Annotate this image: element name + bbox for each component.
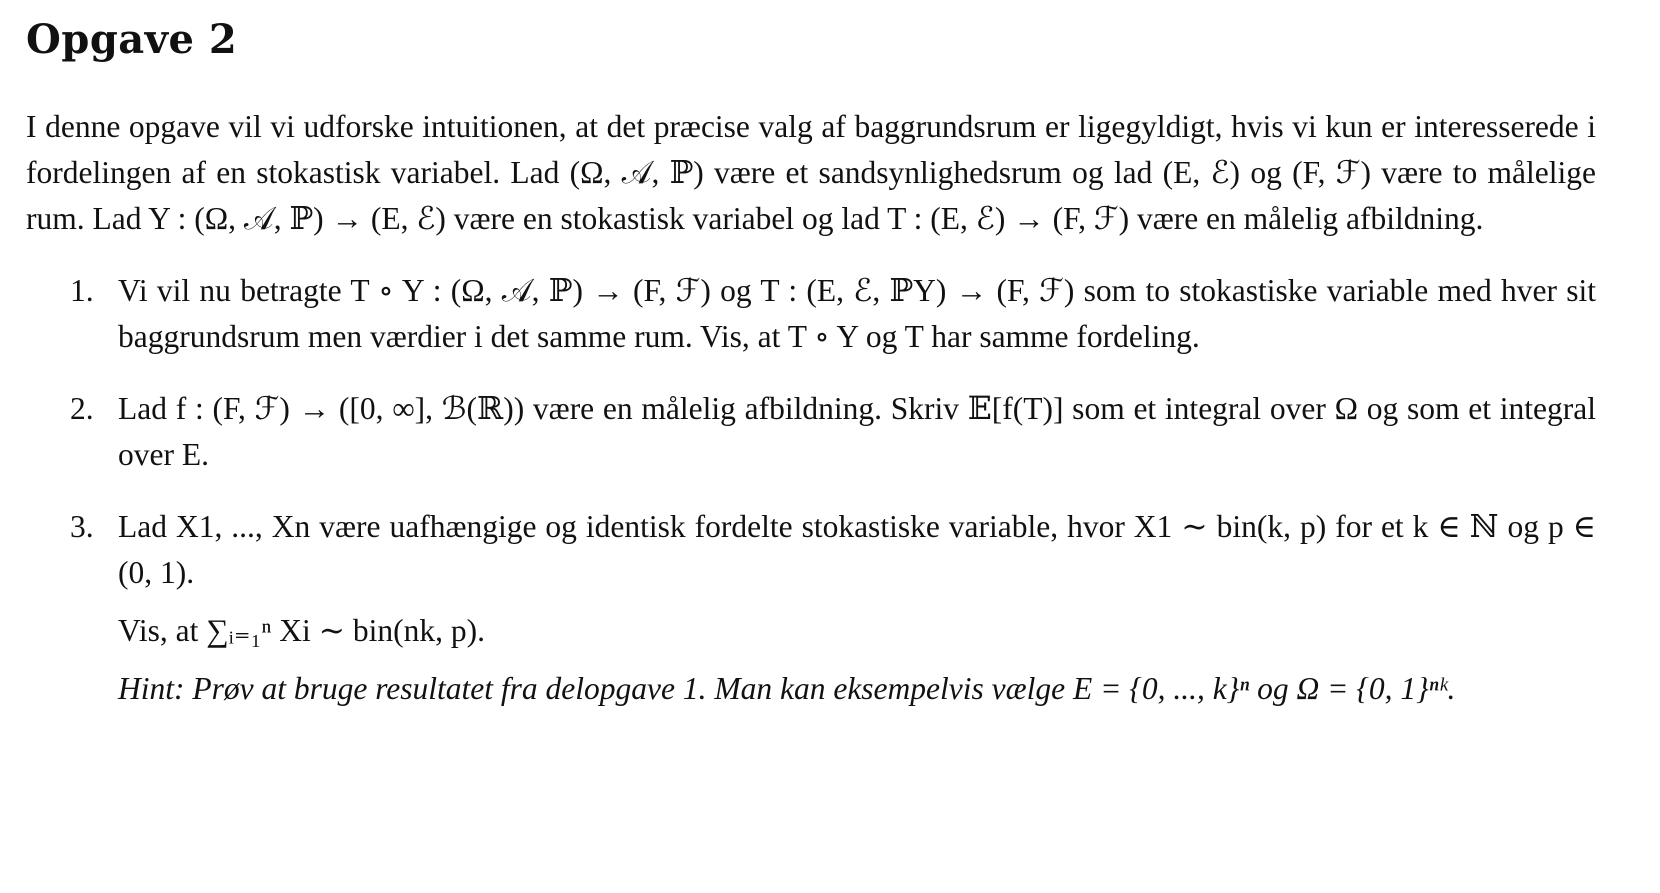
subtask-hint: Hint: Prøv at bruge resultatet fra delopgave 1. Man kan eksempelvis vælge E = {0, ..., k}ⁿ og Ω = {0, 1}ⁿᵏ. — [118, 671, 1456, 706]
subtask-item-2 — [26, 386, 1596, 478]
subtask-number: 2. — [70, 391, 94, 426]
subtask-list — [26, 268, 1596, 712]
subtask-item-1 — [26, 268, 1596, 360]
subtask-number: 3. — [70, 509, 94, 544]
subtask-item-3 — [26, 504, 1596, 712]
exercise-heading: Opgave 2 — [26, 16, 238, 63]
subtask-text: Lad X1, ..., Xn være uafhængige og identisk fordelte stokastiske variable, hvor X1 ∼ bin(k, p) for et k ∈ ℕ og p ∈ (0, 1). — [118, 509, 1596, 590]
intro-paragraph: I denne opgave vil vi udforske intuitionen, at det præcise valg af baggrundsrum er ligegyldigt, hvis vi kun er interesserede i fordelingen af en stokastisk variabel. Lad (Ω, 𝒜, ℙ) være et sandsynlighedsrum og lad (E, ℰ) og (F, ℱ) være to målelige rum. Lad Y : (Ω, 𝒜, ℙ) → (E, ℰ) være en stokastisk variabel og lad T : (E, ℰ) → (F, ℱ) være en målelig afbildning. — [26, 109, 1596, 236]
exercise-page — [26, 0, 1596, 738]
subtask-text: Lad f : (F, ℱ) → ([0, ∞], ℬ(ℝ)) være en målelig afbildning. Skriv 𝔼[f(T)] som et integral over Ω og som et integral over E. — [118, 391, 1596, 472]
subtask-text: Vi vil nu betragte T ∘ Y : (Ω, 𝒜, ℙ) → (F, ℱ) og T : (E, ℰ, ℙY) → (F, ℱ) som to stokastiske variable med hver sit baggrundsrum men værdier i det samme rum. Vis, at T ∘ Y og T har samme fordeling. — [118, 273, 1596, 354]
subtask-claim: Vis, at ∑ᵢ₌₁ⁿ Xi ∼ bin(nk, p). — [118, 613, 485, 648]
subtask-number: 1. — [70, 273, 94, 308]
